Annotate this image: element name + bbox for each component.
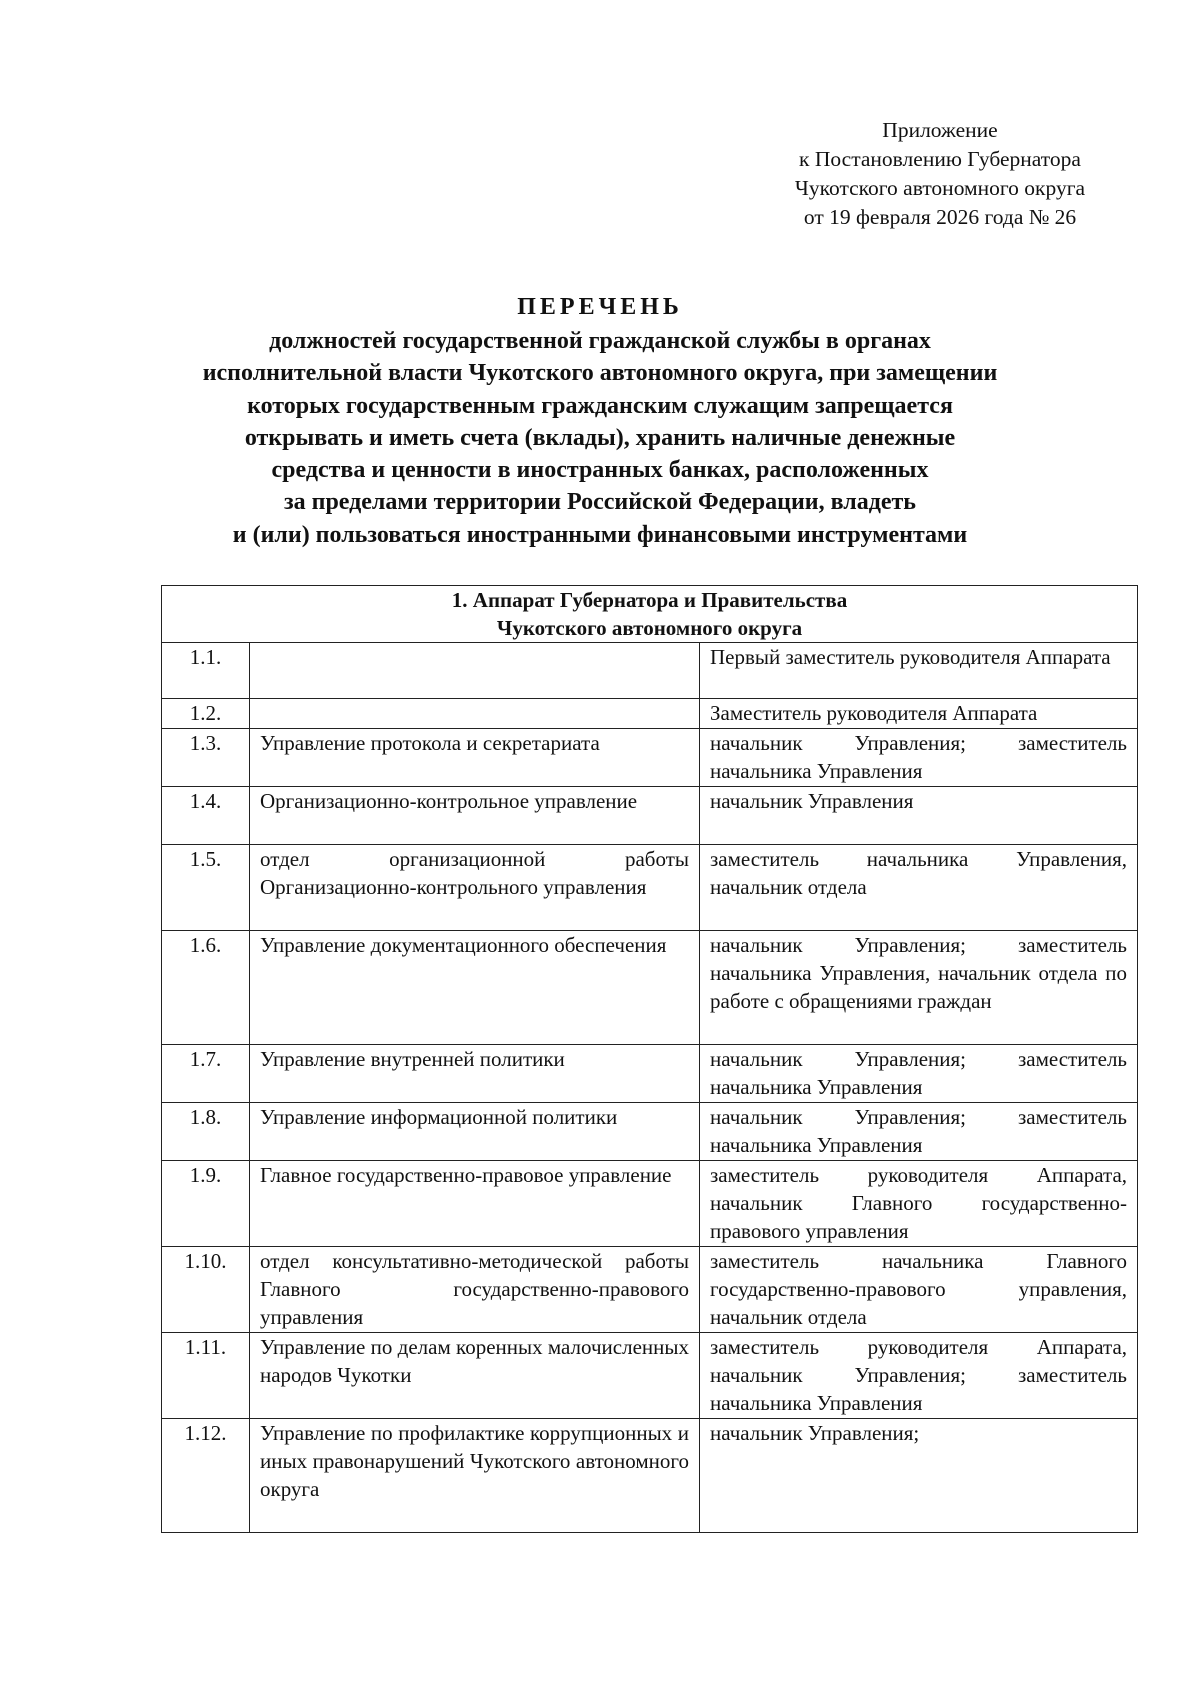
table-row xyxy=(162,1161,1138,1247)
row-positions: начальник Управления; заместитель начальника Управления, начальник отдела по работе с обращениями граждан xyxy=(700,931,1138,1045)
table-row xyxy=(162,1247,1138,1333)
section-title: 1. Аппарат Губернатора и Правительства xyxy=(451,588,848,612)
row-positions: начальник Управления xyxy=(700,787,1138,845)
table-row xyxy=(162,729,1138,787)
appendix-date: от 19 февраля 2026 года № 26 xyxy=(803,205,1077,229)
row-number: 1.10. xyxy=(162,1247,250,1333)
table-row xyxy=(162,931,1138,1045)
subtitle-line: средства и ценности в иностранных банках, расположенных xyxy=(271,457,929,484)
appendix-header xyxy=(760,116,1120,232)
row-positions: заместитель руководителя Аппарата, начальник Управления; заместитель начальника Управления xyxy=(700,1333,1138,1419)
row-number: 1.11. xyxy=(162,1333,250,1419)
row-unit: Организационно-контрольное управление xyxy=(250,787,700,845)
row-unit xyxy=(250,699,700,729)
row-positions: начальник Управления; заместитель начальника Управления xyxy=(700,1103,1138,1161)
row-number: 1.4. xyxy=(162,787,250,845)
row-positions: Первый заместитель руководителя Аппарата xyxy=(700,643,1138,699)
positions-table xyxy=(161,585,1138,1533)
row-positions: начальник Управления; заместитель начальника Управления xyxy=(700,729,1138,787)
row-number: 1.12. xyxy=(162,1419,250,1533)
subtitle-line: и (или) пользоваться иностранными финансовыми инструментами xyxy=(232,521,968,548)
subtitle-line: открывать и иметь счета (вклады), хранить наличные денежные xyxy=(244,424,956,451)
row-positions: заместитель начальника Главного государственно-правового управления, начальник отдела xyxy=(700,1247,1138,1333)
subtitle-line: исполнительной власти Чукотского автономного округа, при замещении xyxy=(202,360,998,387)
row-positions: начальник Управления; заместитель начальника Управления xyxy=(700,1045,1138,1103)
row-number: 1.6. xyxy=(162,931,250,1045)
row-unit: Управление информационной политики xyxy=(250,1103,700,1161)
row-number: 1.3. xyxy=(162,729,250,787)
table-row xyxy=(162,1419,1138,1533)
row-unit: отдел организационной работы Организационно-контрольного управления xyxy=(250,845,700,931)
row-number: 1.5. xyxy=(162,845,250,931)
document-subtitle xyxy=(150,325,1050,551)
appendix-decree-ref: к Постановлению Губернатора xyxy=(799,147,1081,171)
document-title: ПЕРЕЧЕНЬ xyxy=(517,294,683,320)
subtitle-line: за пределами территории Российской Федерации, владеть xyxy=(283,489,916,516)
row-number: 1.1. xyxy=(162,643,250,699)
table-row xyxy=(162,1103,1138,1161)
subtitle-line: которых государственным гражданским служащим запрещается xyxy=(247,392,953,419)
row-unit: отдел консультативно-методической работы Главного государственно-правового управления xyxy=(250,1247,700,1333)
section-subtitle: Чукотского автономного округа xyxy=(496,616,803,640)
table-row xyxy=(162,845,1138,931)
row-unit: Управление по профилактике коррупционных и иных правонарушений Чукотского автономного округа xyxy=(250,1419,700,1533)
row-unit: Главное государственно-правовое управление xyxy=(250,1161,700,1247)
table-row xyxy=(162,643,1138,699)
row-unit: Управление протокола и секретариата xyxy=(250,729,700,787)
appendix-region: Чукотского автономного округа xyxy=(794,176,1086,200)
table-row xyxy=(162,699,1138,729)
row-number: 1.2. xyxy=(162,699,250,729)
section-header-row xyxy=(162,586,1138,643)
table-row xyxy=(162,1045,1138,1103)
row-number: 1.8. xyxy=(162,1103,250,1161)
appendix-label: Приложение xyxy=(882,118,998,142)
row-unit: Управление по делам коренных малочисленных народов Чукотки xyxy=(250,1333,700,1419)
subtitle-line: должностей государственной гражданской службы в органах xyxy=(269,328,931,354)
row-positions: Заместитель руководителя Аппарата xyxy=(700,699,1138,729)
table-row xyxy=(162,787,1138,845)
row-unit xyxy=(250,643,700,699)
row-positions: начальник Управления; xyxy=(700,1419,1138,1533)
table-row xyxy=(162,1333,1138,1419)
row-unit: Управление внутренней политики xyxy=(250,1045,700,1103)
row-unit: Управление документационного обеспечения xyxy=(250,931,700,1045)
row-positions: заместитель руководителя Аппарата, начальник Главного государственно-правового управления xyxy=(700,1161,1138,1247)
row-number: 1.9. xyxy=(162,1161,250,1247)
row-number: 1.7. xyxy=(162,1045,250,1103)
row-positions: заместитель начальника Управления, начальник отдела xyxy=(700,845,1138,931)
section-header xyxy=(162,586,1138,643)
